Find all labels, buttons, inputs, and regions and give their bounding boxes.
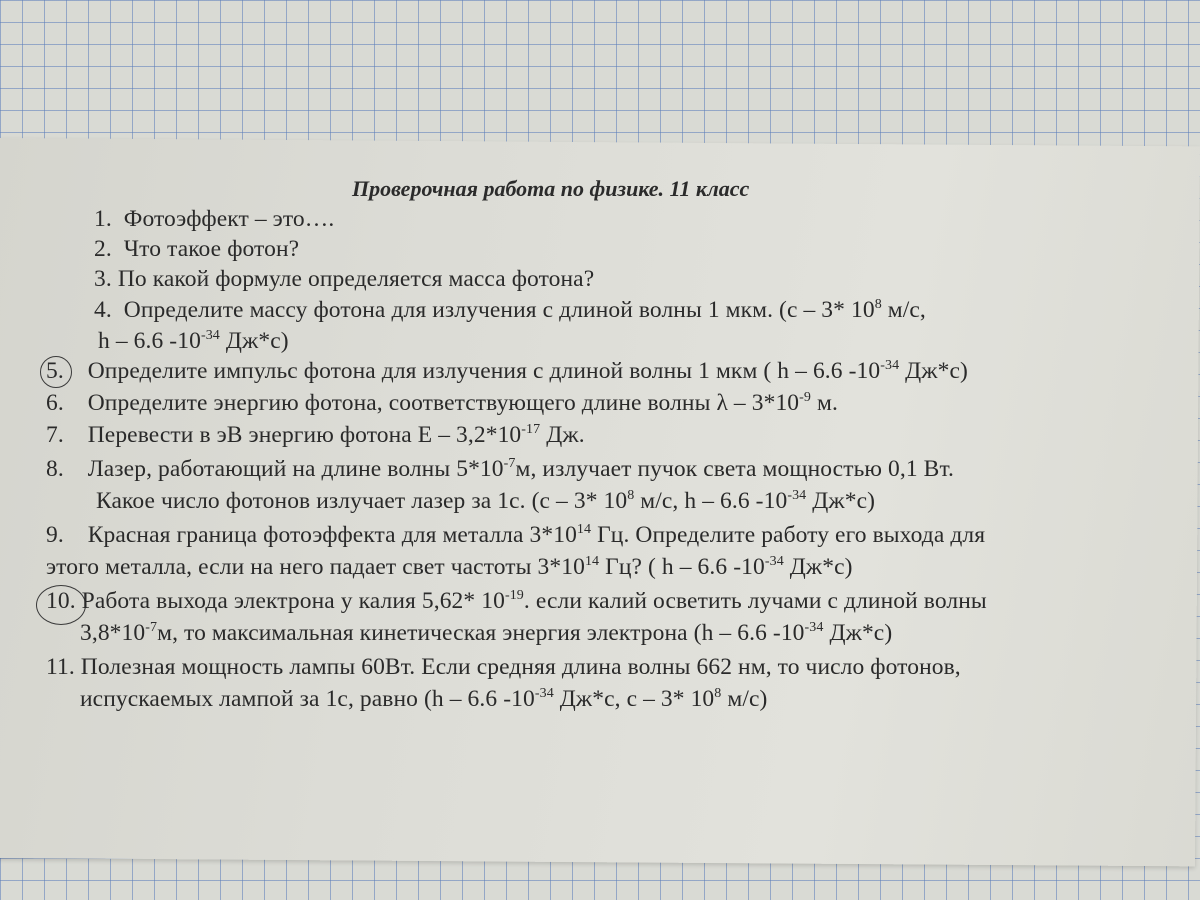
continuation-text: Дж*с) — [219, 328, 289, 354]
question-text-tail: Дж. — [540, 422, 585, 448]
question-text-tail: м/с, — [881, 297, 926, 323]
question-11 — [46, 654, 961, 681]
question-11-continuation — [80, 686, 767, 713]
question-8-continuation — [96, 488, 875, 515]
question-text: Перевести в эВ энергию фотона E – 3,2*10 — [87, 422, 522, 448]
exponent: -7 — [145, 620, 158, 635]
continuation-text: 3,8*10 — [80, 620, 146, 646]
exponent: 14 — [576, 522, 592, 537]
question-number: 3. — [94, 266, 112, 292]
question-text-tail: м. — [811, 390, 838, 416]
question-7 — [46, 422, 585, 449]
page-title: Проверочная работа по физике. 11 класс — [352, 176, 750, 201]
question-9-continuation — [46, 554, 853, 581]
question-number: 6. — [46, 390, 64, 416]
continuation-text: этого металла, если на него падает свет частоты 3*10 — [46, 554, 585, 580]
exponent: -7 — [503, 456, 516, 471]
question-3 — [94, 266, 594, 293]
continuation-text: Гц? ( h – 6.6 -10 — [599, 554, 765, 580]
exponent: -34 — [534, 686, 554, 701]
question-text-tail: Гц. Определите работу его выхода для — [591, 522, 986, 548]
continuation-text: Дж*с, c – 3* 10 — [553, 686, 715, 712]
continuation-text: Дж*с) — [823, 620, 893, 646]
question-1 — [94, 206, 334, 233]
continuation-text: м/с) — [721, 686, 768, 712]
exponent: -9 — [799, 390, 812, 405]
question-text: Определите импульс фотона для излучения с длиной волны 1 мкм ( h – 6.6 -10 — [87, 358, 881, 384]
question-4-continuation — [98, 328, 289, 355]
question-text: Определите массу фотона для излучения с длиной волны 1 мкм. (c – 3* 10 — [123, 297, 875, 323]
exponent: -34 — [200, 328, 220, 343]
exponent: -34 — [764, 554, 784, 569]
question-number: 5. — [46, 358, 64, 384]
question-number: 11. — [46, 654, 75, 680]
question-6 — [46, 390, 838, 417]
question-2 — [94, 236, 299, 263]
question-text: Работа выхода электрона у калия 5,62* 10 — [81, 588, 505, 614]
exponent: 14 — [584, 554, 600, 569]
exponent: -34 — [787, 488, 807, 503]
exponent: -19 — [504, 588, 524, 603]
question-text-tail: . если калий осветить лучами с длиной волны — [523, 588, 987, 614]
question-number: 4. — [94, 297, 112, 323]
exponent: -34 — [804, 620, 824, 635]
question-number: 8. — [46, 456, 64, 482]
question-text: Красная граница фотоэффекта для металла 3*10 — [87, 522, 577, 548]
exponent: 8 — [714, 686, 722, 701]
question-text: Что такое фотон? — [123, 236, 300, 262]
question-number: 2. — [94, 236, 112, 262]
question-number: 1. — [94, 206, 112, 232]
question-number: 9. — [46, 522, 64, 548]
continuation-text: м/с, h – 6.6 -10 — [634, 488, 788, 514]
question-text-tail: Дж*с) — [899, 358, 968, 384]
continuation-text: h – 6.6 -10 — [98, 328, 201, 354]
exponent: -34 — [880, 358, 900, 373]
continuation-text: испускаемых лампой за 1с, равно (h – 6.6 -10 — [80, 686, 535, 712]
question-10-continuation — [80, 620, 892, 647]
continuation-text: м, то максимальная кинетическая энергия электрона (h – 6.6 -10 — [157, 620, 805, 646]
continuation-text: Дж*с) — [783, 554, 853, 580]
question-text: По какой формуле определяется масса фотона? — [117, 266, 595, 292]
exponent: -17 — [521, 422, 541, 437]
question-4 — [94, 297, 926, 324]
question-number: 10. — [46, 588, 76, 614]
question-text: Определите энергию фотона, соответствующего длине волны λ – 3*10 — [87, 390, 800, 416]
question-9 — [46, 522, 985, 549]
question-text: Полезная мощность лампы 60Вт. Если средняя длина волны 662 нм, то число фотонов, — [80, 654, 961, 680]
question-number: 7. — [46, 422, 64, 448]
question-10 — [46, 588, 987, 615]
question-text-tail: м, излучает пучок света мощностью 0,1 Вт. — [515, 456, 955, 482]
continuation-text: Дж*с) — [806, 488, 876, 514]
question-text: Фотоэффект – это…. — [123, 206, 335, 232]
continuation-text: Какое число фотонов излучает лазер за 1с. (c – 3* 10 — [96, 488, 628, 514]
question-8 — [46, 456, 954, 483]
question-text: Лазер, работающий на длине волны 5*10 — [87, 456, 504, 482]
question-5 — [46, 358, 968, 385]
exponent: 8 — [874, 297, 882, 312]
exponent: 8 — [627, 488, 635, 503]
